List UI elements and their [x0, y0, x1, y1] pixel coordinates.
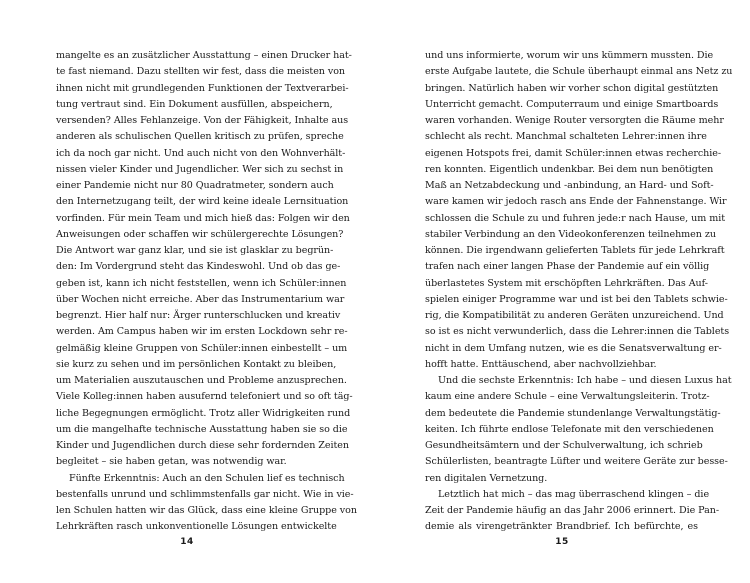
text-line: über Wochen nicht erreiche. Aber das Instrumentarium war — [56, 293, 345, 305]
text-line: len Schulen hatten wir das Glück, dass eine kleine Gruppe von — [56, 505, 357, 516]
text-line: demie als virengetränkter Brandbrief. Ich befürchte, es — [425, 521, 698, 533]
text-line: kaum eine andere Schule – eine Verwaltungsleiterin. Trotz- — [425, 391, 710, 403]
text-line: nissen vieler Kinder und Jugendlicher. Wer sich zu sechst in — [56, 163, 344, 175]
text-line: Letztlich hat mich – das mag überraschend klingen – die — [438, 488, 710, 500]
text-line: ihnen nicht mit grundlegenden Funktionen der Textverarbei- — [56, 82, 349, 94]
text-line: geben ist, kann ich nicht feststellen, wenn ich Schüler:innen — [56, 277, 347, 289]
text-line: Zeit der Pandemie häufig an das Jahr 2006 erinnert. Die Pan- — [425, 505, 720, 516]
text-line: gelmäßig kleine Gruppen von Schüler:innen einbestellt – um — [56, 342, 348, 354]
text-line: anderen als schulischen Quellen kritisch zu prüfen, spreche — [56, 131, 344, 143]
text-line: und uns informierte, worum wir uns kümmern mussten. Die — [425, 50, 714, 61]
text-line: spielen einiger Programme war und ist bei den Tablets schwie- — [425, 293, 728, 305]
text-line: dem bedeutete die Pandemie stundenlange Verwaltungstätig- — [425, 407, 721, 419]
text-line: waren vorhanden. Wenige Router versorgten die Räume mehr — [425, 115, 724, 126]
right-page-number: 15 — [555, 537, 569, 547]
text-line: begrenzt. Hier half nur: Ärger runterschlucken und kreativ — [56, 310, 341, 321]
left-page-number: 14 — [180, 537, 194, 547]
text-line: rig, die Kompatibilität zu anderen Geräten unzureichend. Und — [425, 310, 724, 321]
text-line: Schülerlisten, beantragte Lüfter und weitere Geräte zur besse- — [425, 456, 728, 468]
text-line: um Materialien auszutauschen und Probleme anzusprechen. — [56, 375, 347, 386]
text-line: mangelte es an zusätzlicher Ausstattung – einen Drucker hat- — [56, 50, 352, 61]
text-line: Und die sechste Erkenntnis: Ich habe – und diesen Luxus hat — [438, 375, 732, 386]
text-line: Lehrkräften rasch unkonventionelle Lösungen entwickelte — [56, 521, 337, 533]
text-line: um die mangelhafte technische Ausstattung haben sie so die — [56, 423, 348, 435]
text-line: den Internetzugang teilt, der wird keine ideale Lernsituation — [56, 196, 349, 208]
text-line: ren konnten. Eigentlich undenkbar. Bei dem nun benötigten — [425, 163, 714, 175]
text-line: bringen. Natürlich haben wir vorher schon digital gestützten — [425, 82, 719, 94]
text-line: ware kamen wir jedoch rasch ans Ende der Fahnenstange. Wir — [425, 196, 727, 208]
text-line: hofft hatte. Enttäuschend, aber nachvollziehbar. — [425, 358, 657, 370]
text-line: sie kurz zu sehen und im persönlichen Kontakt zu bleiben, — [56, 358, 337, 370]
text-line: Die Antwort war ganz klar, und sie ist glasklar zu begrün- — [56, 245, 334, 256]
text-line: bestenfalls unrund und schlimmstenfalls gar nicht. Wie in vie- — [56, 488, 354, 500]
text-line: überlastetes System mit erschöpften Lehrkräften. Das Auf- — [425, 277, 708, 289]
text-line: Kinder und Jugendlichen durch diese sehr fordernden Zeiten — [56, 440, 349, 451]
text-line: ren digitalen Vernetzung. — [425, 472, 548, 484]
text-line: keiten. Ich führte endlose Telefonate mit den verschiedenen — [425, 423, 714, 435]
text-line: trafen nach einer langen Phase der Pandemie auf ein völlig — [425, 261, 710, 273]
text-line: werden. Am Campus haben wir im ersten Lockdown sehr re- — [56, 326, 348, 338]
text-line: nicht in dem Umfang nutzen, wie es die Senatsverwaltung er- — [425, 342, 722, 354]
text-line: Gesundheitsämtern und der Schulverwaltung, ich schrieb — [425, 440, 703, 451]
text-line: ich da noch gar nicht. Und auch nicht von den Wohnverhält- — [56, 147, 346, 159]
text-line: Viele Kolleg:innen haben ausufernd telefoniert und so oft täg- — [56, 391, 353, 403]
text-line: te fast niemand. Dazu stellten wir fest, dass die meisten von — [56, 66, 346, 78]
text-line: liche Begegnungen ermöglicht. Trotz aller Widrigkeiten rund — [56, 407, 351, 419]
right-page-body — [425, 48, 733, 536]
right-page — [375, 0, 750, 583]
text-line: schlecht als recht. Manchmal schalteten Lehrer:innen ihre — [425, 131, 707, 143]
text-line: Anweisungen oder schaffen wir schülergerechte Lösungen? — [56, 228, 344, 240]
text-line: begleitet – sie haben getan, was notwendig war. — [56, 456, 287, 468]
text-line: tung vertraut sind. Ein Dokument ausfüllen, abspeichern, — [56, 98, 333, 110]
text-line: versenden? Alles Fehlanzeige. Von der Fähigkeit, Inhalte aus — [56, 115, 349, 126]
text-line: stabiler Verbindung an den Videokonferenzen teilnehmen zu — [425, 228, 716, 240]
text-line: Fünfte Erkenntnis: Auch an den Schulen lief es technisch — [69, 472, 345, 484]
left-page-body — [56, 48, 357, 536]
text-line: einer Pandemie nicht nur 80 Quadratmeter, sondern auch — [56, 180, 334, 191]
text-line: so ist es nicht verwunderlich, dass die Lehrer:innen die Tablets — [425, 326, 730, 338]
text-line: erste Aufgabe lautete, die Schule überhaupt einmal ans Netz zu — [425, 66, 733, 78]
text-line: Maß an Netzabdeckung und -anbindung, an Hard- und Soft- — [425, 180, 714, 191]
text-line: vorfinden. Für mein Team und mich hieß das: Folgen wir den — [56, 212, 350, 224]
text-line: Unterricht gemacht. Computerraum und einige Smartboards — [425, 98, 719, 110]
text-line: können. Die irgendwann gelieferten Tablets für jede Lehrkraft — [425, 245, 725, 256]
text-line: schlossen die Schule zu und fuhren jede:r nach Hause, um mit — [425, 212, 726, 224]
text-line: eigenen Hotspots frei, damit Schüler:innen etwas recherchie- — [425, 147, 722, 159]
text-line: den: Im Vordergrund steht das Kindeswohl. Und ob das ge- — [56, 261, 341, 273]
